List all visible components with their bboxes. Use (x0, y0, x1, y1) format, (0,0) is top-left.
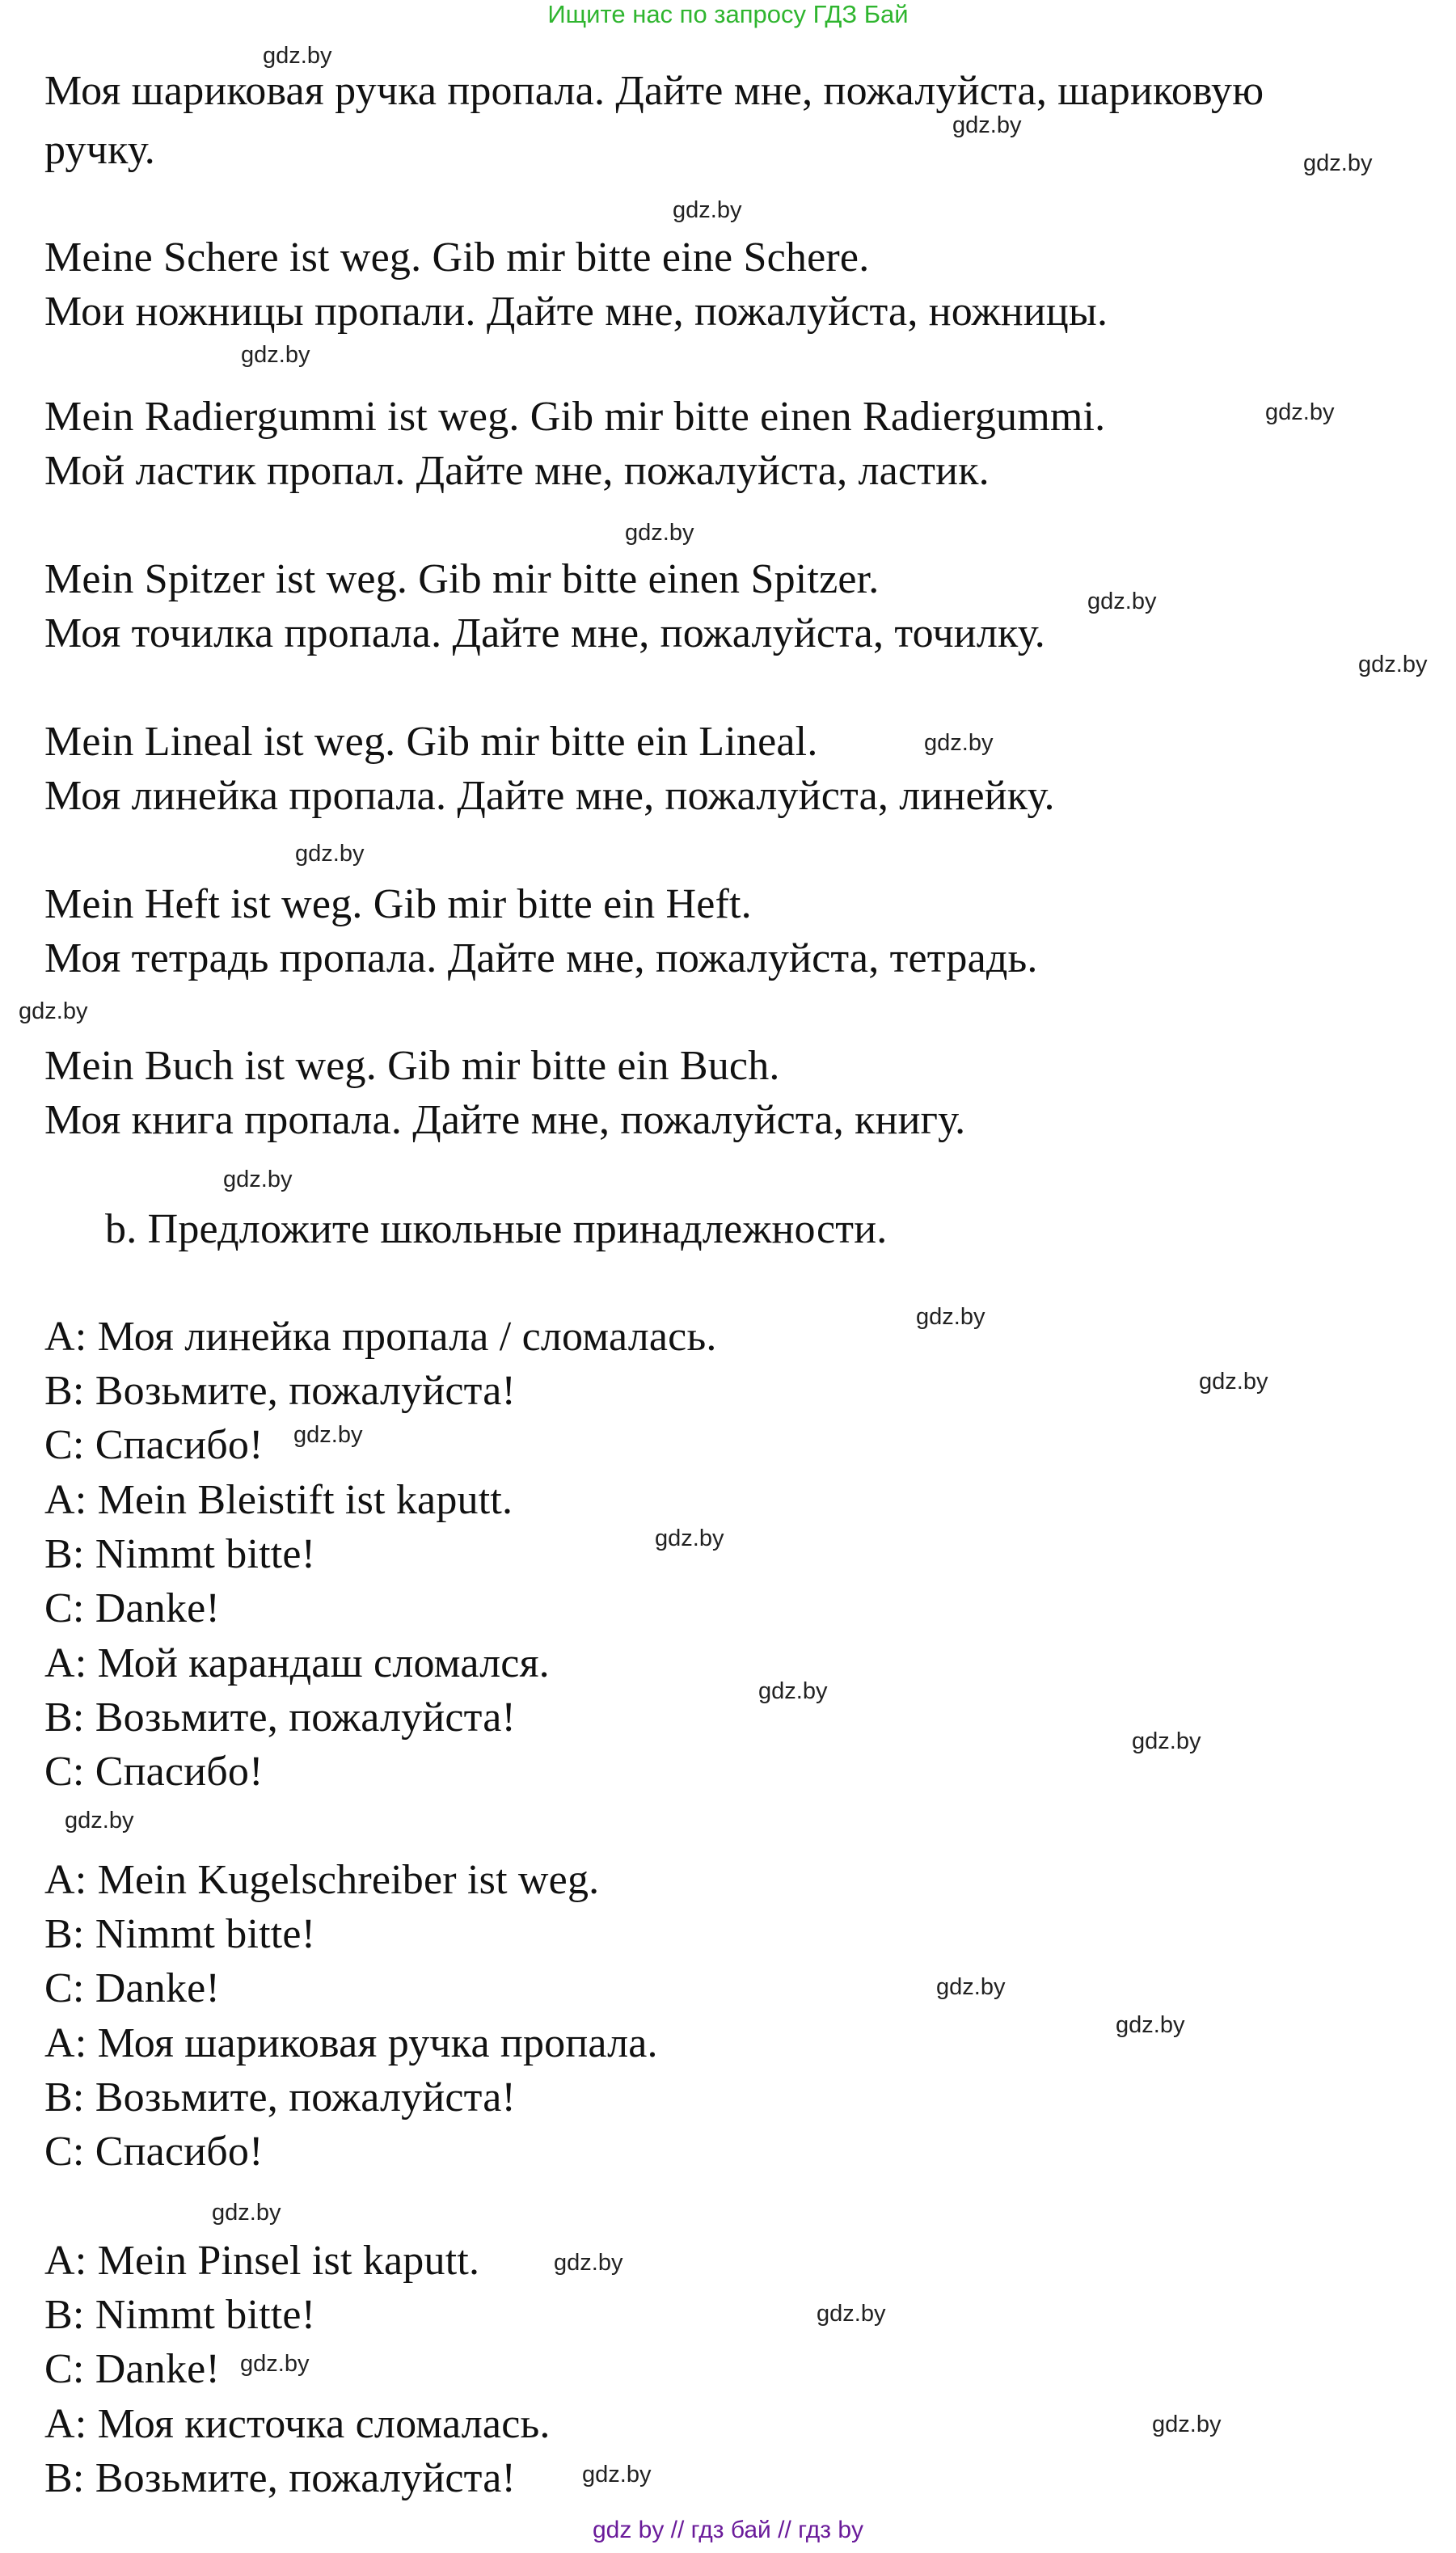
text-line: Мой ластик пропал. Дайте мне, пожалуйста, ластик. (44, 448, 990, 494)
watermark-label: gdz.by (1199, 1369, 1268, 1395)
watermark-label: gdz.by (1152, 2412, 1222, 2437)
watermark-label: gdz.by (19, 998, 88, 1024)
watermark-label: gdz.by (554, 2250, 623, 2276)
text-line: A: Mein Bleistift ist kaputt. (44, 1477, 513, 1523)
watermark-label: gdz.by (295, 841, 365, 867)
watermark-label: gdz.by (952, 112, 1022, 138)
text-line: Моя книга пропала. Дайте мне, пожалуйста, книгу. (44, 1097, 966, 1143)
watermark-label: gdz.by (263, 43, 332, 69)
text-line: C: Danke! (44, 2346, 220, 2392)
text-line: Mein Spitzer ist weg. Gib mir bitte einen Spitzer. (44, 556, 880, 602)
text-line: B: Возьмите, пожалуйста! (44, 1694, 517, 1741)
watermark-label: gdz.by (936, 1974, 1006, 2000)
text-line: B: Возьмите, пожалуйста! (44, 2074, 517, 2120)
watermark-label: gdz.by (916, 1304, 985, 1330)
text-line: Mein Radiergummi ist weg. Gib mir bitte einen Radiergummi. (44, 394, 1106, 440)
watermark-label: gdz.by (223, 1167, 293, 1192)
watermark-label: gdz.by (293, 1422, 363, 1448)
text-line: B: Nimmt bitte! (44, 1531, 316, 1577)
text-line: A: Моя линейка пропала / сломалась. (44, 1314, 717, 1360)
footer-links[interactable]: gdz by // гдз бай // гдз by (592, 2517, 864, 2543)
text-line: B: Nimmt bitte! (44, 2292, 316, 2338)
watermark-label: gdz.by (1358, 652, 1428, 677)
text-line: C: Danke! (44, 1965, 220, 2011)
text-line: Meine Schere ist weg. Gib mir bitte eine Schere. (44, 234, 870, 281)
text-line: C: Danke! (44, 1585, 220, 1631)
watermark-label: gdz.by (758, 1678, 828, 1704)
text-line: Mein Lineal ist weg. Gib mir bitte ein Lineal. (44, 719, 818, 765)
text-line: B: Nimmt bitte! (44, 1911, 316, 1957)
text-line: C: Спасибо! (44, 1422, 264, 1468)
watermark-label: gdz.by (240, 2351, 310, 2377)
watermark-label: gdz.by (1087, 589, 1157, 614)
watermark-label: gdz.by (817, 2301, 886, 2327)
text-line: A: Mein Kugelschreiber ist weg. (44, 1857, 600, 1903)
watermark-label: gdz.by (625, 520, 694, 546)
top-banner[interactable]: Ищите нас по запросу ГДЗ Бай (547, 0, 909, 28)
watermark-label: gdz.by (924, 730, 994, 756)
text-line: A: Моя шариковая ручка пропала. (44, 2020, 658, 2066)
text-line: A: Моя кисточка сломалась. (44, 2401, 551, 2447)
text-line: Mein Buch ist weg. Gib mir bitte ein Buch. (44, 1043, 780, 1089)
text-line: C: Спасибо! (44, 2129, 264, 2175)
watermark-label: gdz.by (655, 1525, 724, 1551)
task-heading: b. Предложите школьные принадлежности. (105, 1206, 888, 1252)
watermark-label: gdz.by (1265, 399, 1335, 425)
watermark-label: gdz.by (1303, 150, 1373, 176)
watermark-label: gdz.by (241, 342, 310, 368)
watermark-label: gdz.by (1132, 1728, 1201, 1754)
watermark-label: gdz.by (1116, 2012, 1185, 2038)
text-line: Моя тетрадь пропала. Дайте мне, пожалуйста, тетрадь. (44, 935, 1038, 981)
watermark-label: gdz.by (582, 2462, 652, 2488)
text-line: B: Возьмите, пожалуйста! (44, 2455, 517, 2501)
text-line: A: Mein Pinsel ist kaputt. (44, 2238, 480, 2284)
watermark-label: gdz.by (673, 197, 742, 223)
text-line: Mein Heft ist weg. Gib mir bitte ein Heft. (44, 881, 752, 927)
watermark-label: gdz.by (65, 1808, 134, 1834)
text-line: C: Спасибо! (44, 1749, 264, 1795)
text-line: Мои ножницы пропали. Дайте мне, пожалуйста, ножницы. (44, 289, 1108, 335)
text-line: Моя линейка пропала. Дайте мне, пожалуйста, линейку. (44, 773, 1055, 819)
watermark-label: gdz.by (212, 2200, 281, 2226)
text-line: A: Мой карандаш сломался. (44, 1640, 550, 1686)
text-line: ручку. (44, 127, 155, 173)
text-line: Моя шариковая ручка пропала. Дайте мне, пожалуйста, шариковую (44, 68, 1264, 114)
text-line: Моя точилка пропала. Дайте мне, пожалуйста, точилку. (44, 610, 1045, 656)
text-line: B: Возьмите, пожалуйста! (44, 1368, 517, 1414)
